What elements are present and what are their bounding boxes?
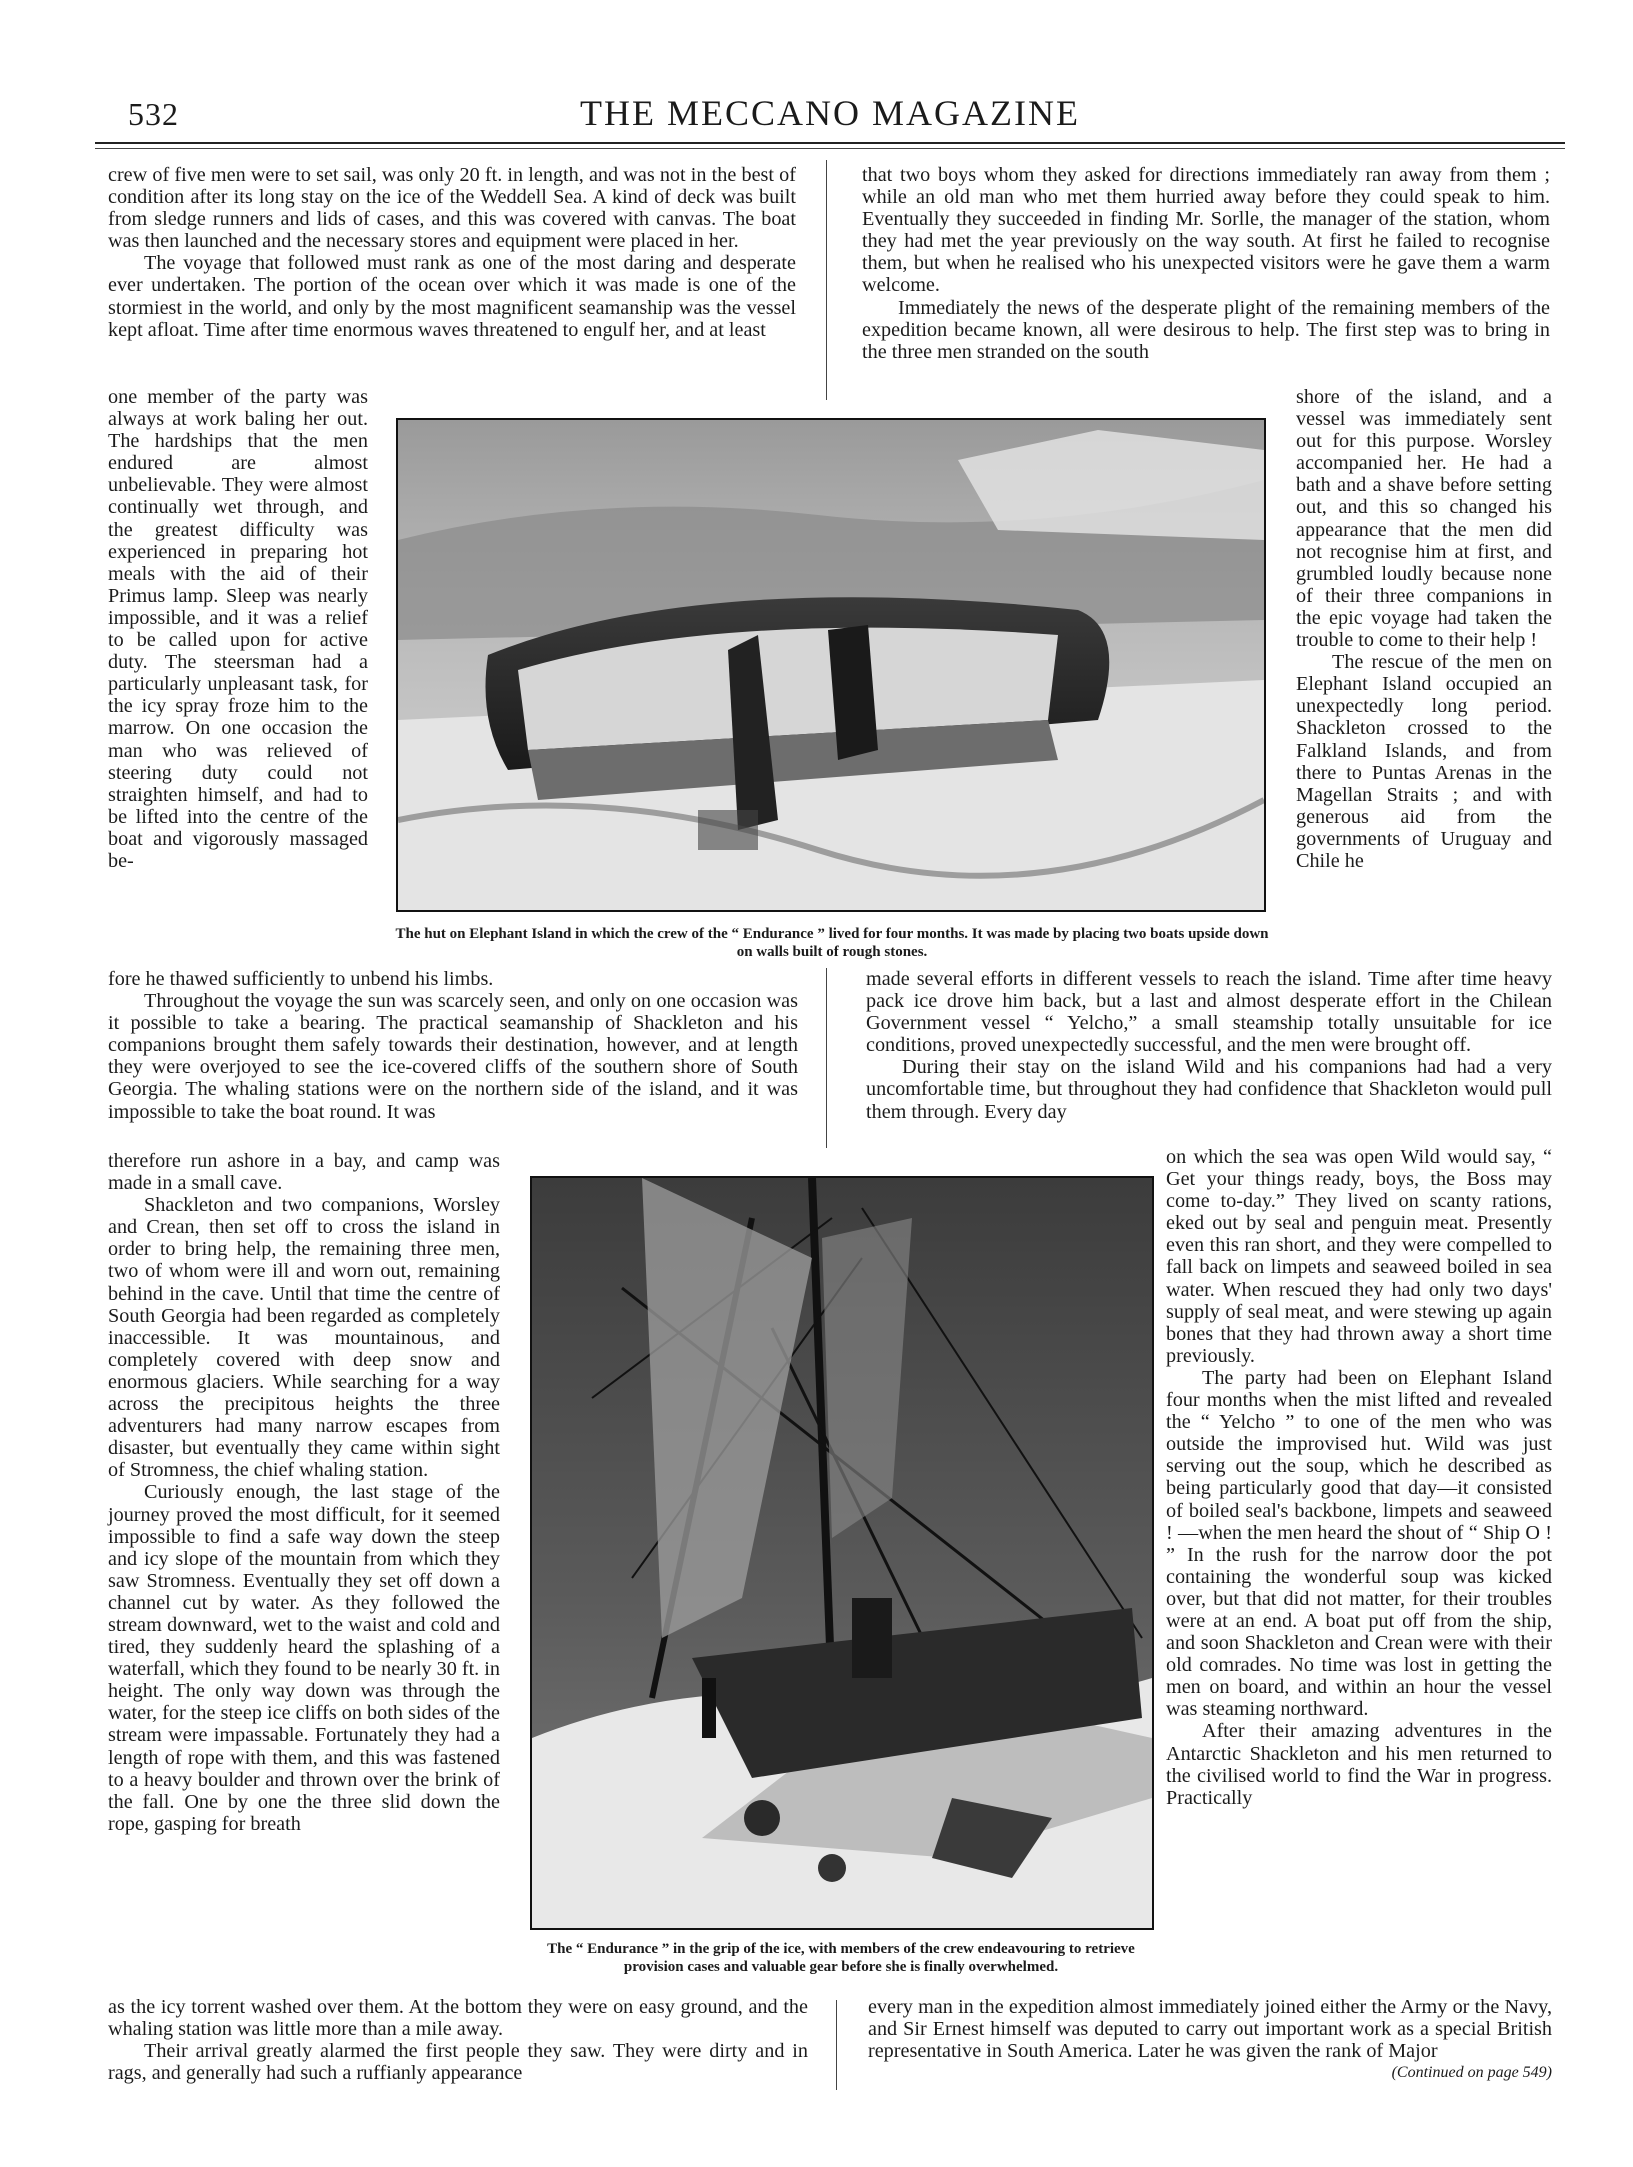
column-divider-mid: [826, 968, 827, 1148]
header-rule-thin: [95, 148, 1565, 149]
right-text-block-3: [866, 968, 1552, 1123]
page-number: 532: [128, 96, 179, 132]
right-text-block-1: [862, 164, 1550, 363]
right-text-block-5: [868, 1996, 1552, 2084]
hut-photo-caption: The hut on Elephant Island in which the crew of the “ Endurance ” lived for four months. It was made by placing two boats upside down on walls built of rough stones.: [395, 926, 1269, 960]
ship-photo-image: [532, 1178, 1152, 1928]
paragraph: one member of the party was always at work baling her out. The hardships that the men endured are almost unbelievable. They were almost continually wet through, and the greatest difficulty was experienced in preparing hot meals with the aid of their Primus lamp. Sleep was nearly impossible, and it was a relief to be called upon for active duty. The steersman had a particularly unpleasant task, for the icy spray froze him to the marrow. On one occasion the man who was relieved of steering duty could not straighten himself, and had to be lifted into the centre of the boat and vigorously massaged be-: [108, 386, 368, 872]
paragraph: The voyage that followed must rank as one of the most daring and desperate ever undertaken. The portion of the ocean over which it was made is one of the stormiest in the world, and only by the most magnificent seamanship was the vessel kept afloat. Time after time enormous waves threatened to engulf her, and at least: [108, 252, 796, 341]
paragraph: crew of five men were to set sail, was only 20 ft. in length, and was not in the best of condition after its long stay on the ice of the Weddell Sea. A kind of deck was built from sledge runners and lids of cases, and this was covered with canvas. The boat was then launched and the necessary stores and equipment were placed in her.: [108, 164, 796, 253]
hut-photo: [396, 418, 1266, 912]
column-divider-bottom: [836, 2000, 837, 2090]
paragraph: The party had been on Elephant Island four months when the mist lifted and revealed the “ Yelcho ” to one of the men who was outside the improvised hut. Wild was just serving out the soup, which he described as being particularly good that day—it consisted of boiled seal's backbone, limpets and seaweed ! —when the men heard the shout of “ Ship O ! ” In the rush for the narrow door the pot containing the wonderful soup was kicked over, but that did not matter, for their troubles were at an end. A boat put off from the ship, and soon Shackleton and Crean were with their old comrades. No time was lost in getting the men on board, and within an hour the vessel was steaming northward.: [1166, 1366, 1552, 1721]
column-divider-top: [826, 160, 827, 400]
ship-photo: [530, 1176, 1154, 1930]
right-text-block-4: [1166, 1146, 1552, 1809]
continued-note: (Continued on page 549): [1391, 2064, 1552, 2082]
magazine-title: THE MECCANO MAGAZINE: [580, 93, 1080, 133]
paragraph: Shackleton and two companions, Worsley and Crean, then set off to cross the island in order to bring help, the remaining three men, two of whom were ill and worn out, remaining behind in the cave. Until that time the centre of South Georgia had been regarded as completely inaccessible. It was mountainous, and completely covered with deep snow and enormous glaciers. While searching for a way across the precipitous heights the three adventurers had many narrow escapes from disaster, but eventually they came within sight of Stromness, the chief whaling station.: [108, 1194, 500, 1482]
paragraph: The rescue of the men on Elephant Island occupied an unexpectedly long period. Shackleton crossed to the Falkland Islands, and from there to Puntas Arenas in the Magellan Straits ; and with generous aid from the governments of Uruguay and Chile he: [1296, 651, 1552, 872]
paragraph-text: every man in the expedition almost immediately joined either the Army or the Navy, and Sir Ernest himself was deputed to carry out important work as a special British representative in South America. Later he was given the rank of Major: [868, 1996, 1552, 2063]
left-text-block-3: [108, 968, 798, 1123]
left-text-block-1: [108, 164, 796, 341]
paragraph: Throughout the voyage the sun was scarcely seen, and only on one occasion was it possible to take a bearing. The practical seamanship of Shackleton and his companions brought them safely towards their destination, however, and at length they were overjoyed to see the ice-covered cliffs of the southern shore of South Georgia. The whaling stations were on the northern side of the island, and it was impossible to take the boat round. It was: [108, 990, 798, 1123]
header-rule: [95, 142, 1565, 144]
paragraph: Immediately the news of the desperate plight of the remaining members of the expedition became known, all were desirous to help. The first step was to bring in the three men stranded on the south: [862, 296, 1550, 363]
paragraph: therefore run ashore in a bay, and camp was made in a small cave.: [108, 1150, 500, 1195]
hut-photo-image: [398, 420, 1264, 910]
ship-photo-caption: The “ Endurance ” in the grip of the ice, with members of the crew endeavouring to retrieve provision cases and valuable gear before she is finally overwhelmed.: [547, 1941, 1135, 1975]
left-text-block-2: [108, 386, 368, 872]
paragraph: as the icy torrent washed over them. At the bottom they were on easy ground, and the whaling station was little more than a mile away.: [108, 1996, 808, 2041]
paragraph: During their stay on the island Wild and his companions had had a very uncomfortable time, but throughout they had confidence that Shackleton would pull them through. Every day: [866, 1056, 1552, 1123]
paragraph: that two boys whom they asked for directions immediately ran away from them ; while an old man who met them hurried away before they could speak to him. Eventually they succeeded in finding Mr. Sorlle, the manager of the station, whom they had met the year previously on the way south. At first he failed to recognise them, but when he realised who his unexpected visitors were he gave them a warm welcome.: [862, 164, 1550, 297]
paragraph: Curiously enough, the last stage of the journey proved the most difficult, for it seemed impossible to find a safe way down the steep and icy slope of the mountain from which they saw Stromness. Eventually they set off down a channel cut by water. As they followed the stream downward, wet to the waist and cold and tired, they suddenly heard the splashing of a waterfall, which they found to be nearly 30 ft. in height. The only way down was through the water, for the steep ice cliffs on both sides of the stream were impassable. Fortunately they had a length of rope with them, and this was fastened to a heavy boulder and thrown over the brink of the fall. One by one the three slid down the rope, gasping for breath: [108, 1481, 500, 1835]
left-text-block-5: [108, 1996, 808, 2084]
paragraph: shore of the island, and a vessel was immediately sent out for this purpose. Worsley accompanied her. He had a bath and a shave before setting out, and this so changed his appearance that the men did not recognise him at first, and grumbled loudly because none of their three companions in the epic voyage had taken the trouble to come to their help !: [1296, 386, 1552, 652]
right-text-block-2: [1296, 386, 1552, 872]
paragraph: After their amazing adventures in the Antarctic Shackleton and his men returned to the civilised world to find the War in progress. Practically: [1166, 1720, 1552, 1809]
paragraph: fore he thawed sufficiently to unbend his limbs.: [108, 968, 494, 990]
paragraph: on which the sea was open Wild would say, “ Get your things ready, boys, the Boss may come to-day.” They lived on scanty rations, eked out by seal and penguin meat. Presently even this ran short, and they were compelled to fall back on limpets and seaweed boiled in sea water. When rescued they had only two days' supply of seal meat, and were stewing up again bones that they had thrown away a short time previously.: [1166, 1146, 1552, 1367]
left-text-block-4: [108, 1150, 500, 1835]
paragraph: Their arrival greatly alarmed the first people they saw. They were dirty and in rags, and generally had such a ruffianly appearance: [108, 2040, 808, 2085]
paragraph: made several efforts in different vessels to reach the island. Time after time heavy pack ice drove him back, but a last and almost desperate effort in the Chilean Government vessel “ Yelcho,” a small steamship totally unsuitable for ice conditions, proved unexpectedly successful, and the men were brought off.: [866, 968, 1552, 1057]
paragraph: [868, 1996, 1552, 2082]
